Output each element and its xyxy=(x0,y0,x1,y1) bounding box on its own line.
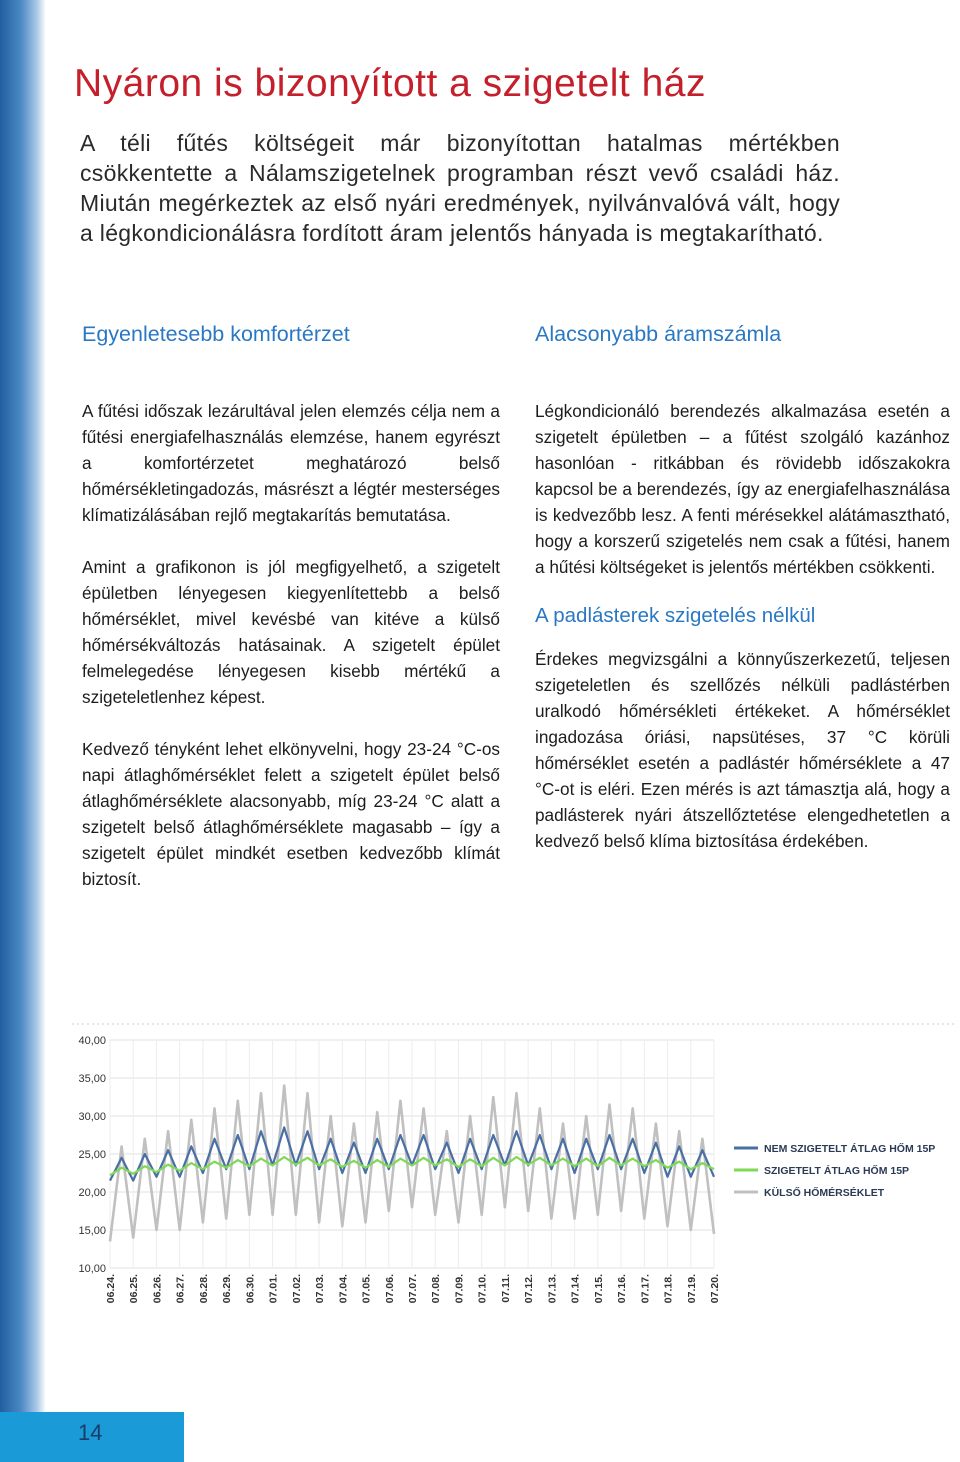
right-paragraph-2: Érdekes megvizsgálni a könnyűszerkezetű, teljesen szigeteletlen és szellőzés nélküli padlástérben uralkodó hőmérsékleti értékeket. A hőmérséklet ingadozása óriási, napsütéses, 37 °C körüli hőmérséklet esetén a padlástér hőmérséklete a 47 °C-ot is eléri. Ezen mérés is azt támasztja alá, hogy a padlásterek nyári átszellőztetése elengedhetetlen a kedvező belső klíma biztosítása érdekében. xyxy=(535,649,950,851)
y-tick-label: 35,00 xyxy=(78,1073,106,1085)
x-tick-label: 07.05. xyxy=(360,1274,373,1304)
y-tick-label: 25,00 xyxy=(78,1149,106,1161)
right-subheading: A padlásterek szigetelés nélkül xyxy=(535,604,816,627)
right-paragraph-1: Légkondicionáló berendezés alkalmazása esetén a szigetelt épületben – a fűtést szolgáló kazánhoz hasonlóan - ritkábban és rövidebb időszakokra kapcsol be a berendezés, így az energiafelhasználása is kedvezőbb lesz. A fenti mérésekkel alátámasztható, hogy a korszerű szigetelés nem csak a fűtési, hanem a hűtési költségeket is jelentős mértékben csökkenti. xyxy=(535,401,950,577)
y-tick-label: 40,00 xyxy=(78,1035,106,1047)
intro-paragraph: A téli fűtés költségeit már bizonyítottan hatalmas mértékben csökkentette a Nálamszigetelnek programban részt vevő családi ház. Miután megérkeztek az első nyári eredmények, nyilvánvalóvá vált, hogy a légkondicionálásra fordított áram jelentős hányada is megtakarítható. xyxy=(80,130,840,246)
x-tick-label: 07.10. xyxy=(476,1274,489,1304)
page-title: Nyáron is bizonyított a szigetelt ház xyxy=(74,62,706,105)
x-tick-label: 07.04. xyxy=(337,1274,350,1304)
x-tick-label: 07.11. xyxy=(499,1274,512,1303)
x-tick-label: 07.17. xyxy=(639,1274,652,1304)
y-tick-label: 15,00 xyxy=(78,1225,106,1237)
page-number: 14 xyxy=(78,1420,103,1445)
legend-label: KÜLSŐ HŐMÉRSÉKLET xyxy=(764,1187,885,1199)
left-column xyxy=(82,316,500,892)
x-tick-label: 06.24. xyxy=(105,1274,117,1304)
right-column xyxy=(535,316,950,854)
left-column-heading: Egyenletesebb komfortérzet xyxy=(82,322,350,346)
x-tick-label: 07.14. xyxy=(569,1274,582,1304)
x-tick-label: 07.20. xyxy=(709,1274,721,1304)
left-paragraph-1: A fűtési időszak lezárultával jelen elemzés célja nem a fűtési energiafelhasználás elemzése, hanem egyrészt a komfortérzetet meghatározó belső hőmérsékletingadozás, másrészt a légtér mesterséges klímatizálásában rejlő megtakarítás bemutatása. xyxy=(82,401,500,525)
right-column-heading: Alacsonyabb áramszámla xyxy=(535,322,782,346)
x-tick-label: 06.29. xyxy=(221,1274,234,1304)
left-paragraph-3: Kedvező tényként lehet elkönyvelni, hogy 23-24 °C-os napi átlaghőmérséklet felett a szigetelt épület belső átlaghőmérséklete alacsonyabb, míg 23-24 °C alatt a szigetelt belső átlaghőmérséklete magasabb – így a szigetelt épület mindkét esetben kedvezőbb klímát biztosít. xyxy=(82,739,500,889)
x-tick-label: 07.19. xyxy=(685,1274,698,1304)
x-tick-label: 06.30. xyxy=(244,1274,257,1304)
x-tick-label: 06.26. xyxy=(151,1274,164,1304)
x-tick-label: 07.03. xyxy=(314,1274,327,1304)
x-tick-label: 06.28. xyxy=(197,1274,210,1304)
x-tick-label: 07.16. xyxy=(616,1274,629,1304)
temperature-chart-svg xyxy=(72,1022,956,1320)
x-tick-label: 06.25. xyxy=(128,1274,141,1304)
x-tick-label: 07.18. xyxy=(662,1274,675,1304)
x-tick-label: 07.09. xyxy=(453,1274,466,1304)
left-paragraph-2: Amint a grafikonon is jól megfigyelhető, a szigetelt épületben lényegesen kiegyenlítettebb a belső hőmérséklet, mivel kevésbé van kitéve a külső hőmérsékváltozás hatásainak. A szigetelt épület felmelegedése lényegesen kisebb mértékű a szigeteletlenhez képest. xyxy=(82,557,500,707)
temperature-chart xyxy=(72,1022,956,1320)
x-tick-label: 07.12. xyxy=(523,1274,536,1304)
x-tick-label: 07.13. xyxy=(546,1274,559,1304)
decorative-side-bar xyxy=(0,0,46,1462)
x-tick-label: 07.15. xyxy=(592,1274,605,1304)
x-tick-label: 06.27. xyxy=(174,1274,187,1304)
y-tick-label: 10,00 xyxy=(78,1263,106,1275)
y-tick-label: 30,00 xyxy=(78,1111,106,1123)
y-tick-label: 20,00 xyxy=(78,1187,106,1199)
x-tick-label: 07.07. xyxy=(407,1274,419,1304)
x-tick-label: 07.02. xyxy=(290,1274,303,1304)
x-tick-label: 07.01. xyxy=(267,1274,280,1304)
x-tick-label: 07.08. xyxy=(430,1274,443,1304)
legend-label: SZIGETELT ÁTLAG HŐM 15P xyxy=(764,1165,910,1177)
legend-label: NEM SZIGETELT ÁTLAG HŐM 15P xyxy=(764,1143,936,1155)
x-tick-label: 07.06. xyxy=(383,1274,396,1304)
